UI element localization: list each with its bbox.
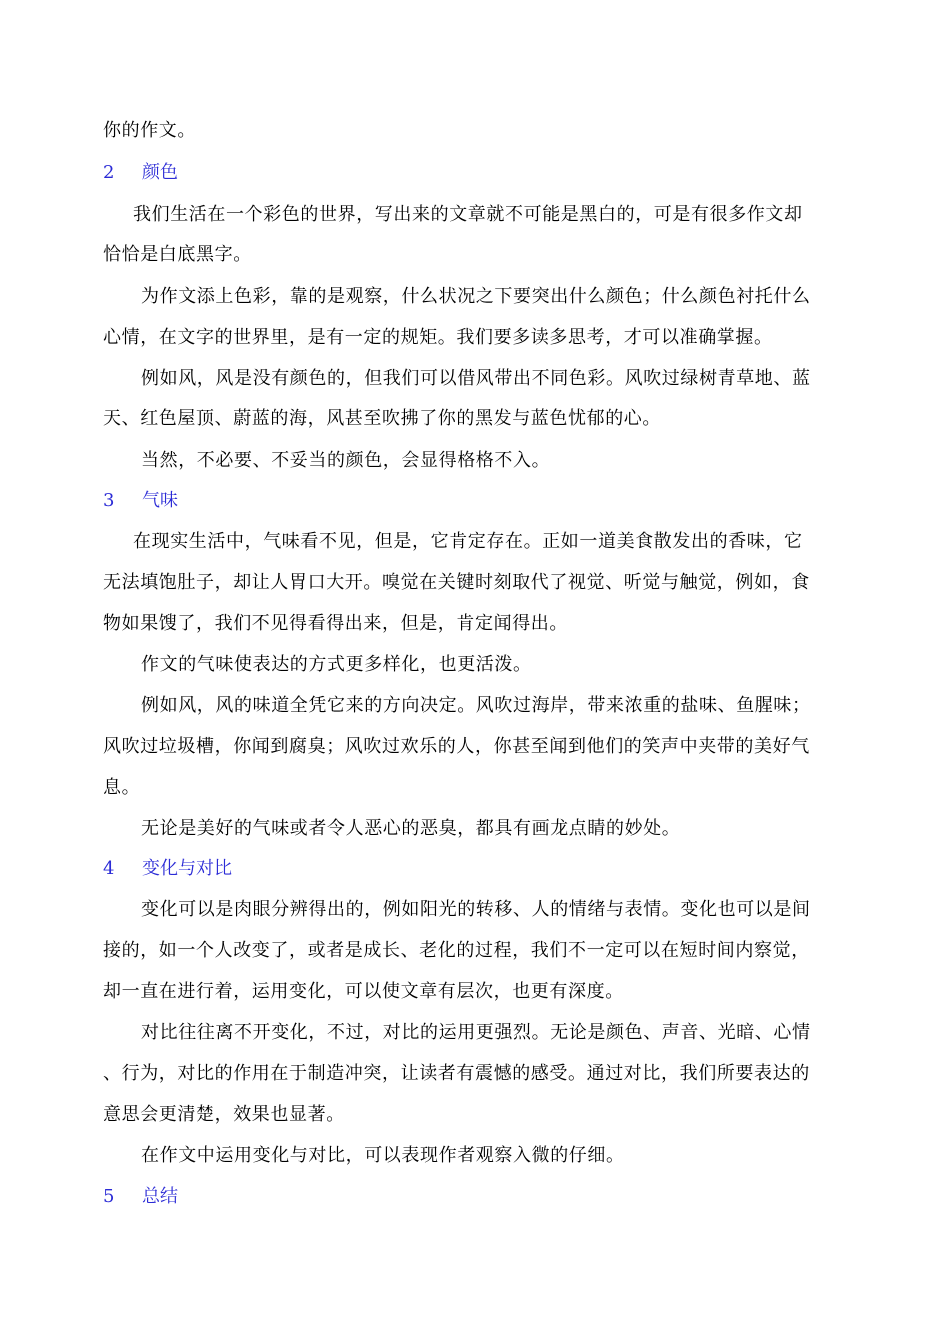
section-number: 5	[103, 1186, 115, 1207]
section-number: 3	[103, 490, 115, 511]
section-title: 变化与对比	[142, 858, 232, 879]
section-number: 2	[103, 162, 115, 183]
section-title: 气味	[142, 490, 178, 511]
section-title: 颜色	[142, 162, 178, 183]
paragraph-line: 心情，在文字的世界里，是有一定的规矩。我们要多读多思考，才可以准确掌握。	[103, 327, 773, 348]
paragraph-line: 我们生活在一个彩色的世界，写出来的文章就不可能是黑白的，可是有很多作文却	[133, 204, 803, 225]
paragraph-line: 意思会更清楚，效果也显著。	[103, 1104, 345, 1125]
section-heading-4	[103, 856, 232, 882]
paragraph-line: 恰恰是白底黑字。	[103, 244, 252, 265]
paragraph-line: 为作文添上色彩，靠的是观察，什么状况之下要突出什么颜色；什么颜色衬托什么	[141, 286, 811, 307]
section-title: 总结	[142, 1186, 178, 1207]
paragraph-line: 你的作文。	[103, 120, 196, 141]
paragraph-line: 例如风，风是没有颜色的，但我们可以借风带出不同色彩。风吹过绿树青草地、蓝	[141, 368, 811, 389]
section-heading-3	[103, 488, 178, 514]
paragraph-line: 作文的气味使表达的方式更多样化，也更活泼。	[141, 654, 532, 675]
paragraph-line: 息。	[103, 777, 141, 798]
section-number: 4	[103, 858, 115, 879]
paragraph-line: 却一直在进行着，运用变化，可以使文章有层次，也更有深度。	[103, 981, 624, 1002]
paragraph-line: 无法填饱肚子，却让人胃口大开。嗅觉在关键时刻取代了视觉、听觉与触觉，例如，食	[103, 572, 810, 593]
paragraph-line: 例如风，风的味道全凭它来的方向决定。风吹过海岸，带来浓重的盐味、鱼腥味；	[141, 695, 811, 716]
paragraph-line: 无论是美好的气味或者令人恶心的恶臭，都具有画龙点睛的妙处。	[141, 818, 681, 839]
paragraph-line: 、行为，对比的作用在于制造冲突，让读者有震憾的感受。通过对比，我们所要表达的	[103, 1063, 810, 1084]
section-heading-5	[103, 1184, 178, 1210]
paragraph-line: 接的，如一个人改变了，或者是成长、老化的过程，我们不一定可以在短时间内察觉，	[103, 940, 810, 961]
paragraph-line: 在作文中运用变化与对比，可以表现作者观察入微的仔细。	[141, 1145, 625, 1166]
paragraph-line: 对比往往离不开变化，不过，对比的运用更强烈。无论是颜色、声音、光暗、心情	[141, 1022, 811, 1043]
paragraph-line: 风吹过垃圾槽，你闻到腐臭；风吹过欢乐的人，你甚至闻到他们的笑声中夹带的美好气	[103, 736, 810, 757]
paragraph-line: 在现实生活中，气味看不见，但是，它肯定存在。正如一道美食散发出的香味，它	[133, 531, 803, 552]
paragraph-line: 天、红色屋顶、蔚蓝的海，风甚至吹拂了你的黑发与蓝色忧郁的心。	[103, 408, 661, 429]
paragraph-line: 变化可以是肉眼分辨得出的，例如阳光的转移、人的情绪与表情。变化也可以是间	[141, 899, 811, 920]
paragraph-line: 物如果馊了，我们不见得看得出来，但是，肯定闻得出。	[103, 613, 568, 634]
section-heading-2	[103, 160, 178, 186]
paragraph-line: 当然，不必要、不妥当的颜色，会显得格格不入。	[141, 450, 551, 471]
